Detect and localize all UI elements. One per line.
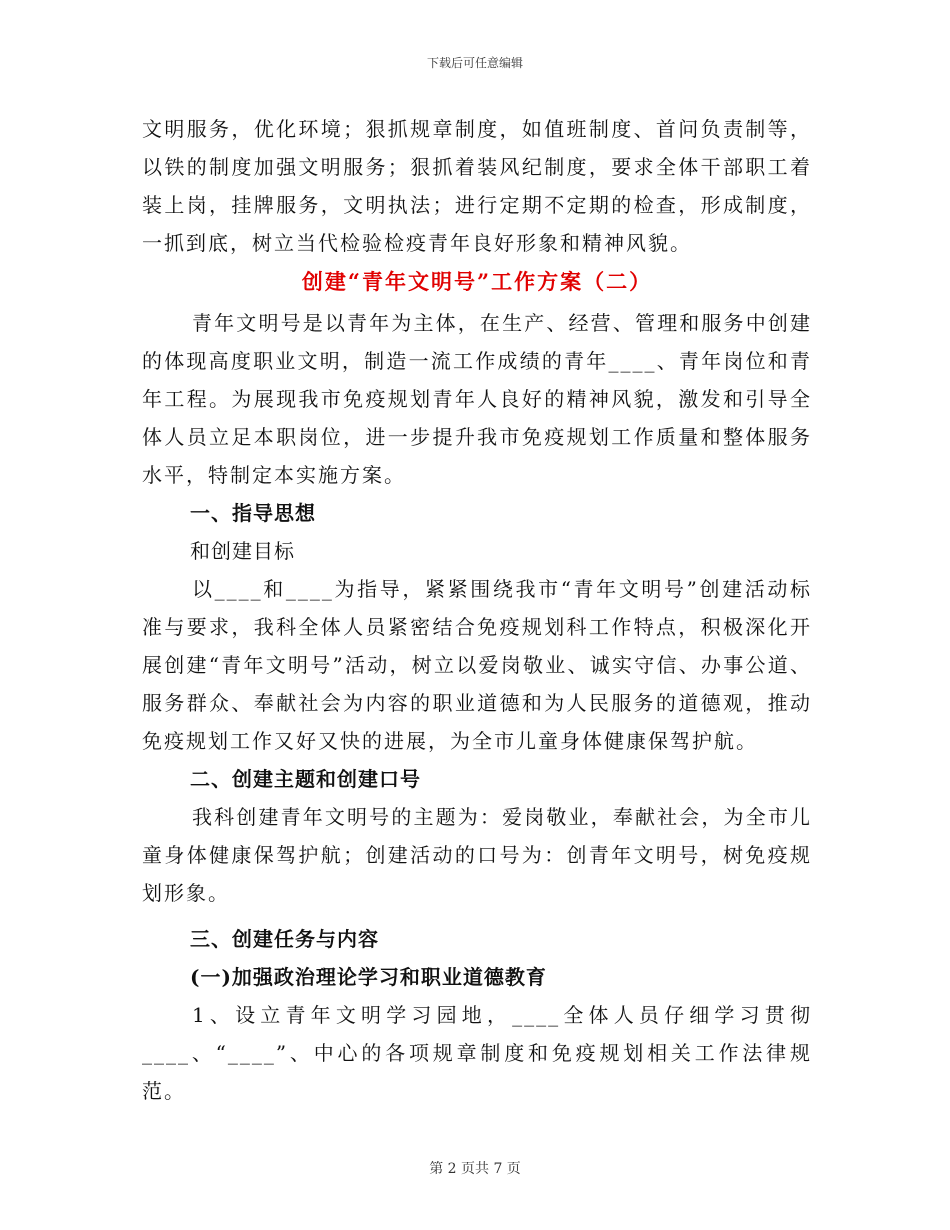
- section-2-heading: 二、创建主题和创建口号: [190, 767, 421, 791]
- section-3-heading: 三、创建任务与内容: [190, 927, 379, 951]
- intro-paragraph: 文明服务，优化环境；狠抓规章制度，如值班制度、首问负责制等，以铁的制度加强文明服务；狠抓着装风纪制度，要求全体干部职工着装上岗，挂牌服务，文明执法；进行定期不定期的检查，形成制度，一抓到底，树立当代检验检疫青年良好形象和精神风貌。: [142, 117, 812, 255]
- page-header: 下载后可任意编辑: [426, 56, 523, 70]
- section-3-sub-heading: (一)加强政治理论学习和职业道德教育: [190, 965, 547, 989]
- section-2-body: 我科创建青年文明号的主题为：爱岗敬业，奉献社会，为全市儿童身体健康保驾护航；创建活动的口号为：创青年文明号，树免疫规划形象。: [142, 805, 812, 905]
- section-3-item-1: 1、设立青年文明学习园地，____全体人员仔细学习贯彻____、“____”、中心的各项规章制度和免疫规划相关工作法律规范。: [142, 1003, 812, 1103]
- section-1-subline: 和创建目标: [190, 539, 295, 563]
- section-1-heading: 一、指导思想: [190, 501, 316, 525]
- section-1-body: 以____和____为指导，紧紧围绕我市“青年文明号”创建活动标准与要求，我科全体人员紧密结合免疫规划科工作特点，积极深化开展创建“青年文明号”活动，树立以爱岗敬业、诚实守信、办事公道、服务群众、奉献社会为内容的职业道德和为人民服务的道德观，推动免疫规划工作又好又快的进展，为全市儿童身体健康保驾护航。: [142, 577, 812, 753]
- document-title: 创建“青年文明号”工作方案（二）: [301, 269, 653, 294]
- opening-paragraph: 青年文明号是以青年为主体，在生产、经营、管理和服务中创建的体现高度职业文明，制造一流工作成绩的青年____、青年岗位和青年工程。为展现我市免疫规划青年人良好的精神风貌，激发和引导全体人员立足本职岗位，进一步提升我市免疫规划工作质量和整体服务水平，特制定本实施方案。: [142, 311, 812, 487]
- page-footer: 第 2 页共 7 页: [429, 1161, 521, 1177]
- document-body: [142, 110, 812, 1110]
